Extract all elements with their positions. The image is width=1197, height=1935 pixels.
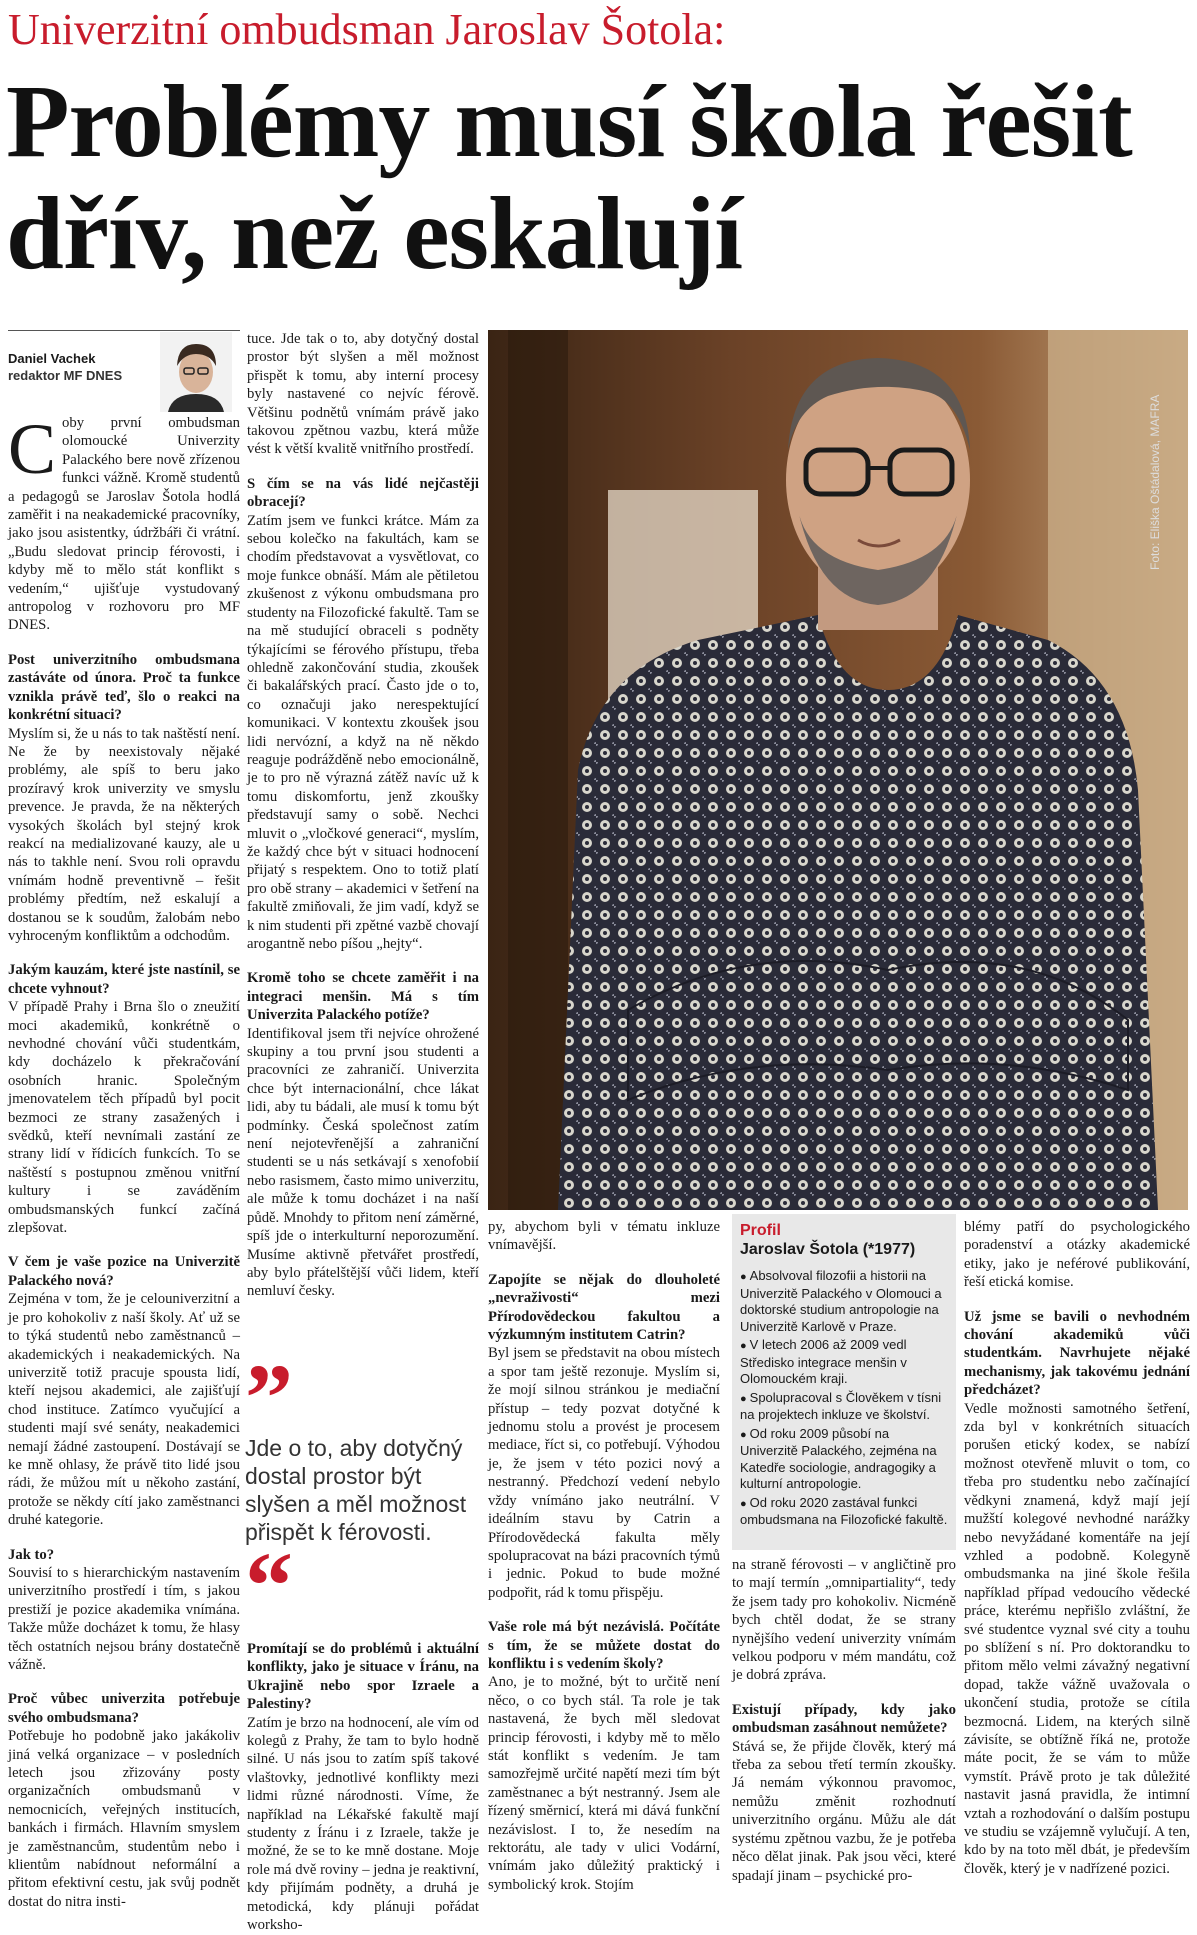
question: V čem je vaše pozice na Univerzitě Palackého nová? <box>8 1254 240 1289</box>
question: S čím se na vás lidé nejčastěji obracejí? <box>247 475 479 511</box>
answer: Zejména v tom, že je celouniverzitní a je pro kohokoliv z naší školy. Ať už se to týká studentů nebo zaměstnanců – akademických i neakademických. Na univerzitě totiž pracuje spousta lidí, kteří nejsou akademici, ale zajišťují chod instituce. Zatímco vyučující a studenti mají své senáty, neakademici nemají žádné zastoupení. Dostávají se ke mně ohlasy, že právě tito lidé jsou rádi, že můžou mít u někoho zastání, protože se někdy cítí jako zaměstnanci druhé kategorie. <box>8 1291 240 1529</box>
article-column-2-bottom <box>247 1640 479 1934</box>
question: Post univerzitního ombudsmana zastáváte od února. Proč ta funkce vznikla právě teď, šlo o reakci na konkrétní situaci? <box>8 651 240 724</box>
headline: Problémy musí škola řešit dřív, než eskalují <box>6 64 1132 291</box>
question: Jak to? <box>8 1546 55 1563</box>
pull-quote-text: Jde o to, aby dotyčný dostal prostor být slyšen a měl možnost přispět k férovosti. <box>245 1435 467 1545</box>
divider <box>8 330 240 331</box>
profile-item: ● Od roku 2020 zastával funkci ombudsmana na Filozofické fakultě. <box>740 1495 948 1529</box>
answer: Zatím je brzo na hodnocení, ale vím od kolegů z Prahy, že tam to bylo hodně silné. U nás jsou to zatím spíš takové vlaštovky, jednotlivé konflikty mezi lidmi různé národnosti. Víme, že například na Lékařské fakultě mají studenty z Íránu i z Izraele, takže je možné, že se to ke mně dostane. Moje role má dvě roviny – jedna je reaktivní, kdy přijímám podněty, a druhá je metodická, kdy plánuji pořádat worksho- <box>247 1714 479 1934</box>
answer: V případě Prahy i Brna šlo o zneužití moci akademiků, konkrétně o nevhodné chování vůči studentkám, kdy docházelo k překračování osobních hranic. Společným jmenovatelem těch případů byl pocit bezmoci ze strany zasažených i svědků, kteří nevnímali zastání ze strany lidí v řídicích funkcích. To se naštěstí s postupnou změnou vnitřní kultury i se zaváděním ombudsmanských funkcí začíná zlepšovat. <box>8 999 240 1237</box>
quote-open-icon: ” <box>245 1344 293 1451</box>
answer: Identifikoval jsem tři nejvíce ohrožené skupiny a tou první jsou studenti a pracovníci ze zahraničí. Univerzita chce být internacionální, chce lákat lidi, aby tu bádali, ale musí k tomu být podmínky. Česká společnost zatím není nejotevřenější a zahraniční studenti se u nás setkávají s xenofobií nebo rasismem, často mimo univerzitu, ale může k tomu docházet i na naší půdě. Mnohdy to přitom není záměrné, spíš jde o interkulturní neporozumění. Musíme aktivně přetvářet prostředí, aby bylo přátelštější vůči lidem, kteří nemluví česky. <box>247 1025 479 1300</box>
question: Promítají se do problémů i aktuální konflikty, jako je situace v Íránu, na Ukrajině nebo spor Izraele a Palestiny? <box>247 1641 479 1713</box>
answer: na straně férovosti – v angličtině pro to mají termín „omnipartiality“, tedy že jsem tady pro kohokoliv. Nicméně bych chtěl dodat, že se strany nynějšího vedení univerzity vnímám velkou podporu v mém mandátu, což je dobrá zpráva. <box>732 1557 956 1684</box>
answer: tuce. Jde tak o to, aby dotyčný dostal prostor být slyšen a měl možnost přispět k tomu, aby interní procesy byly nastavené co nejvíc férově. Většinu podnětů vnímám právě jako takovou zpětnou vazbu, která může vést k větší kvalitě vnitřního prostředí. <box>247 331 479 458</box>
byline-role: redaktor MF DNES <box>8 368 123 383</box>
portrait-photo <box>488 330 1188 1210</box>
intro-text: oby první ombudsman olomoucké Univerzity Palackého bere nově zřízenou funkci vážně. Kromě studentů a pedagogů se Jaroslav Šotola hodlá zaměřit i na neakademické pracovníky, jako jsou asistentky, údržbáři či vrátní. „Budu sledovat princip férovosti, i kdyby mě to mělo stát konflikt s vedením,“ ujišťuje vystudovaný antropolog v rozhovoru pro MF DNES. <box>8 415 240 634</box>
answer: Souvisí to s hierarchickým nastavením univerzitního prostředí i tím, s jakou prestiží je pozice akademika vnímána. Takže může docházet k tomu, že hlasy těch ostatních nejsou brány dostatečně vážně. <box>8 1564 240 1673</box>
article-column-5 <box>964 1218 1190 1884</box>
answer: py, abychom byli v tématu inkluze vnímavější. <box>488 1219 720 1254</box>
answer: Vedle možnosti samotného šetření, zda byl v konkrétních situacích porušen etický kodex, se nabízí možnost otevřeně mluvit o tom, co třeba pro studentku nebo začínající vědkyni znamená, když mají její mužští kolegové nevhodné narážky nebo nevyžádané komentáře na její vzhled a podobně. Kolegyně ombudsmanka na jiné škole řešila například případ vedoucího vědecké práce, kterému nepřišlo zvláštní, že své studentce vyznal své city a touhu po sblížení s ní. Pro doktorandku to přitom mělo velmi závažný negativní dopad, takže vážně uvažovala o ukončení studia, protože se cítila bezmocná. Lidem, na kterých silně závisíte, se obtížně říká ne, protože máte pocit, že se vám to může vymstít. Právě proto je tak důležité nastavit jasná pravidla, že intimní vztah a rozhodování o dalším postupu ve studiu se vzájemně vylučují. A ten, kdo by na toto měl dbát, je především člověk, který je v nadřízené pozici. <box>964 1400 1190 1877</box>
answer: Myslím si, že u nás to tak naštěstí není. Ne že by neexistovaly nějaké problémy, ale spíš to beru jako prozíravý krok univerzity ve smyslu prevence. Je pravda, že na některých vysokých školách byl stejný krok reakcí na medializované kauzy, ale u nás to takhle není. Svou roli opravdu vnímám hodně preventivně – řešit problémy předtím, než eskalují a dostanou se k soudům, žalobám nebo vyhroceným konfliktům a odchodům. <box>8 725 240 944</box>
kicker: Univerzitní ombudsman Jaroslav Šotola: <box>8 5 726 54</box>
question: Vaše role má být nezávislá. Počítáte s tím, že se můžete dostat do konfliktu i s vedením školy? <box>488 1619 720 1672</box>
profile-item: ● Absolvoval filozofii a historii na Univerzitě Palackého v Olomouci a doktorské studium antropologie na Univerzitě Karlově v Praze. <box>740 1268 948 1335</box>
profile-item: ● Spolupracoval s Člověkem v tísni na projektech inkluze ve školství. <box>740 1390 948 1424</box>
quote-close-icon: “ <box>245 1532 293 1639</box>
profile-label: Profil <box>740 1222 781 1239</box>
profile-list <box>740 1268 948 1529</box>
pull-quote <box>245 1344 477 1639</box>
answer: Potřebuje ho podobně jako jakákoliv jiná velká organizace – v posledních letech jsou zřizovány posty organizačních ombudsmanů v nemocnicích, veřejných institucích, bankách i firmách. Hlavním smyslem je zaměstnancům, studentům nebo i klientům nabídnout neformální a přitom efektivní cestu, jak svůj podnět dostat do nitra insti- <box>8 1728 240 1910</box>
profile-item: ● Od roku 2009 působí na Univerzitě Palackého, zejména na Katedře sociologie, andragogiky a kulturní antropologie. <box>740 1426 948 1493</box>
author-avatar <box>160 332 232 412</box>
article-column-1 <box>8 409 240 1910</box>
question: Proč vůbec univerzita potřebuje svého ombudsmana? <box>8 1691 240 1726</box>
answer: Stává se, že přijde člověk, který má třeba za sebou třetí termín zkoušky. Já nemám výkonnou pravomoc, nemůžu změnit rozhodnutí univerzitního orgánu. Můžu ale dát systému zpětnou vazbu, že je potřeba něco dělat jinak. Pak jsou věci, které spadají jinam – psychické pro- <box>732 1738 956 1884</box>
answer: blémy patří do psychologického poradenství a otázky akademické etiky, jako je neférové publikování, řeší etická komise. <box>964 1219 1190 1291</box>
question: Jakým kauzám, které jste nastínil, se chcete vyhnout? <box>8 962 240 997</box>
article-column-4 <box>732 1556 956 1884</box>
profile-item: ● V letech 2006 až 2009 vedl Středisko integrace menšin v Olomouckém kraji. <box>740 1337 948 1388</box>
profile-name: Jaroslav Šotola (*1977) <box>740 1241 916 1258</box>
question: Zapojíte se nějak do dlouholeté „nevraživosti“ mezi Přírodovědeckou fakultou a výzkumným institutem Catrin? <box>488 1271 720 1344</box>
question: Existují případy, kdy jako ombudsman zasáhnout nemůžete? <box>732 1701 956 1737</box>
answer: Ano, je to možné, být to určitě není něco, o co bych stál. Ta role je tak nastavená, že bych měl sledovat princip férovosti, i kdyby mě to mělo stát konflikt s vedením. Je tam samozřejmě určité napětí mezi tím být zaměstnanec a být nestranný. Jsem ale řízený směrnicí, která mi dává funkční nezávislost. I to, že nesedím na rektorátu, ale tady v ulici Vodární, vnímám jako důležitý praktický i symbolický krok. Stojím <box>488 1674 720 1893</box>
byline-author: Daniel Vachek <box>8 351 96 366</box>
question: Kromě toho se chcete zaměřit i na integraci menšin. Má s tím Univerzita Palackého potíže? <box>247 970 479 1024</box>
article-column-2 <box>247 330 479 1360</box>
photo-credit: Foto: Eliška Oštádalová, MAFRA <box>1148 394 1162 570</box>
answer: Byl jsem se představit na obou místech a spor tam ještě rezonuje. Myslím si, že mojí silnou stránkou je mediační přístup – tedy pozvat dotyčné k jednomu stolu a provést je procesem mediace, říct si, co potřebují. Výhodou je, že jsem v této pozici nový a nestranný. Předchozí vedení nebylo vždy vnímáno jako neutrální. V ideálním stavu by Catrin a Přírodovědecká fakulta měly spolupracovat na bázi pracovních týmů i jednic. Pokud to bude možné podpořit, rád k tomu přispěju. <box>488 1345 720 1601</box>
dropcap: C <box>8 409 57 489</box>
answer: Zatím jsem ve funkci krátce. Mám za sebou kolečko na fakultách, kam se chodím představovat a vysvětlovat, co moje funkce obnáší. Mám ale pětiletou zkušenost z výkonu ombudsmana pro studenty na Filozofické fakultě. Tam se na mě studující obraceli s podněty týkajícími se férového přístupu, třeba ohledně zakončování studia, zkoušek či bakalářských prací. Často jde o to, co označuji jako nerespektující komunikaci. V kontextu zkoušek jsou lidi nervózní, a když na ně někdo reaguje podrážděně nebo emocionálně, je to pro ně výrazná zátěž navíc už k tomu diskomfortu, jenž zkoušky představují samy o sobě. Nechci mluvit o „vločkové generaci“, myslím, že každý chce být v situaci hodnocení přijatý s respektem. Ono to totiž platí pro obě strany – akademici v šetření na fakultě zmiňovali, že jim vadí, když se k nim studenti při zpětné vazbě chovají arogantně nebo píšou „hejty“. <box>247 512 479 952</box>
article-column-3 <box>488 1218 720 1893</box>
intro-paragraph <box>8 409 240 635</box>
profile-box <box>732 1214 956 1550</box>
question: Už jsme se bavili o nevhodném chování akademiků vůči studentkám. Navrhujete nějaké mechanismy, jak takovému jednání předcházet? <box>964 1308 1190 1399</box>
byline <box>8 350 122 384</box>
